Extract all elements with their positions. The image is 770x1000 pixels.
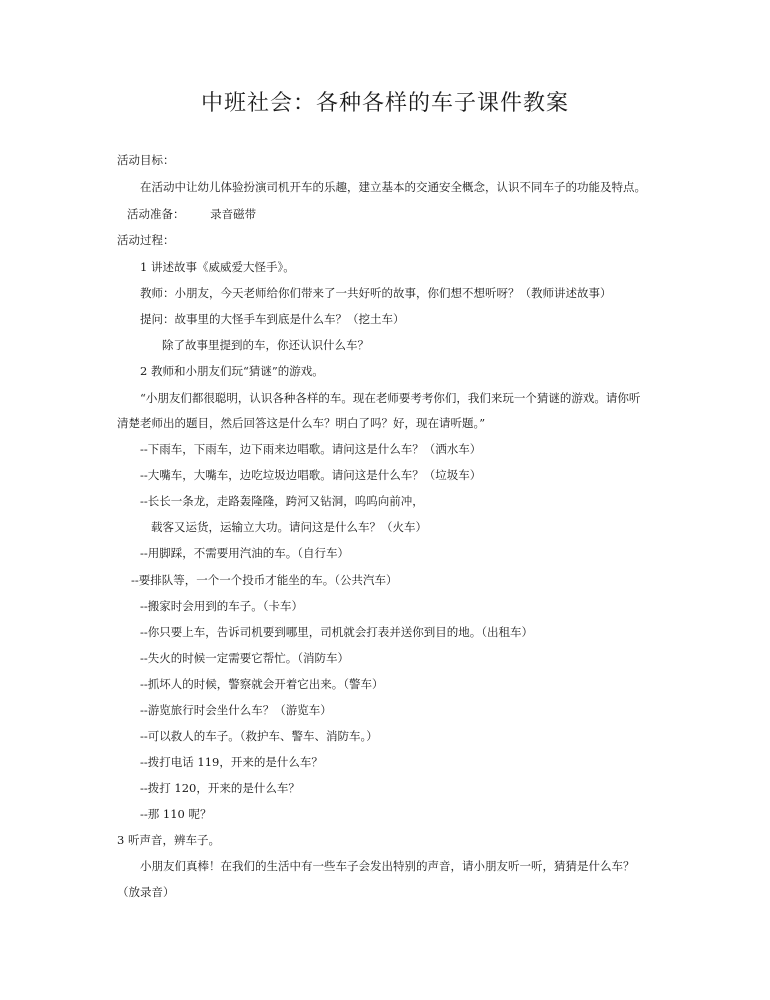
riddle-line: --下雨车，下雨车，边下雨来边唱歌。请问这是什么车？（洒水车）	[140, 442, 482, 456]
step-heading: 1 讲述故事《威威爱大怪手》。	[140, 260, 295, 274]
paragraph-line: 小朋友们真棒！在我们的生活中有一些车子会发出特别的声音，请小朋友听一听，猜猜是什么车？	[140, 859, 635, 873]
paragraph-line: （放录音）	[117, 885, 175, 899]
riddle-line: --可以救人的车子。（救护车、警车、消防车。）	[140, 729, 378, 743]
riddle-line: --游览旅行时会坐什么车？（游览车）	[140, 703, 332, 717]
riddle-line: 载客又运货，运输立大功。请问这是什么车？（火车）	[151, 520, 427, 534]
paragraph-line: 清楚老师出的题目，然后回答这是什么车？明白了吗？好，现在请听题。”	[117, 416, 486, 430]
paragraph-line: 教师：小朋友，今天老师给你们带来了一共好听的故事，你们想不想听呀？（教师讲述故事）	[140, 286, 612, 300]
paragraph-line: “小朋友们都很聪明，认识各种各样的车。现在老师要考考你们，我们来玩一个猜谜的游戏。请你听	[140, 391, 641, 405]
riddle-line: --搬家时会用到的车子。（卡车）	[140, 599, 304, 613]
riddle-line: --大嘴车，大嘴车，边吃垃圾边唱歌。请问这是什么车？（垃圾车）	[140, 468, 482, 482]
paragraph-line: 在活动中让幼儿体验扮演司机开车的乐趣，建立基本的交通安全概念，认识不同车子的功能及特点。	[140, 180, 646, 194]
section-heading-preparation: 活动准备： 录音磁带	[127, 207, 257, 221]
step-heading: 2 教师和小朋友们玩“猜谜”的游戏。	[140, 364, 324, 378]
riddle-line: --拨打电话 119，开来的是什么车？	[140, 755, 323, 769]
step-heading: 3 听声音，辨车子。	[117, 833, 220, 847]
riddle-line: --你只要上车，告诉司机要到哪里，司机就会打表并送你到目的地。（出租车）	[140, 625, 534, 639]
paragraph-line: 除了故事里提到的车，你还认识什么车？	[162, 338, 369, 352]
riddle-line: --抓坏人的时候，警察就会开着它出来。（警车）	[140, 677, 384, 691]
riddle-line: --拨打 120，开来的是什么车？	[140, 781, 300, 795]
riddle-line: --长长一条龙，走路轰隆隆，跨河又钻洞，呜呜向前冲，	[140, 494, 424, 508]
section-heading-process: 活动过程：	[117, 233, 175, 247]
paragraph-line: 提问：故事里的大怪手车到底是什么车？（挖土车）	[140, 312, 405, 326]
document-title: 中班社会：各种各样的车子课件教案	[200, 91, 569, 116]
section-heading-objectives: 活动目标：	[117, 153, 175, 167]
riddle-line: --失火的时候一定需要它帮忙。（消防车）	[140, 651, 350, 665]
riddle-line: --用脚踩，不需要用汽油的车。（自行车）	[140, 546, 350, 560]
riddle-line: --要排队等，一个一个投币才能坐的车。（公共汽车）	[131, 573, 398, 587]
riddle-line: --那 110 呢？	[140, 807, 212, 821]
